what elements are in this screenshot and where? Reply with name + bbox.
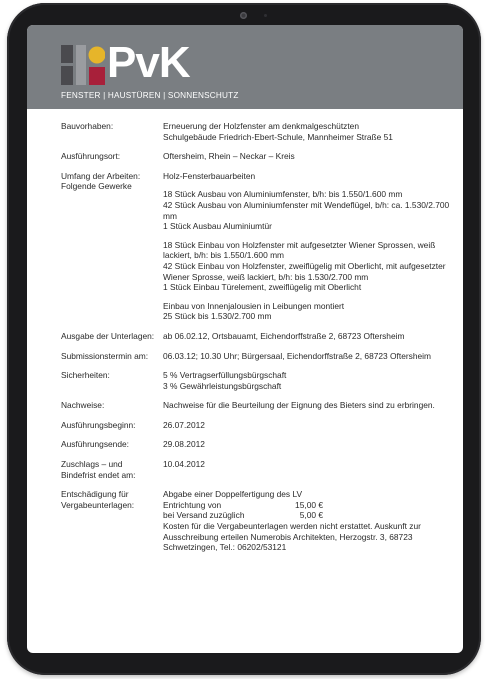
fee-item: bei Versand zuzüglich [163, 510, 245, 521]
value-line: 25 Stück bis 1.530/2.700 mm [163, 311, 272, 322]
camera-icon [240, 12, 247, 19]
document-row [61, 331, 451, 342]
value-line: 42 Stück Ausbau von Aluminiumfenster mit Wendeflügel, b/h: ca. 1.530/2.700 mm [163, 199, 450, 221]
document-row [61, 459, 451, 480]
value-paragraph [163, 331, 451, 342]
value-line: 1 Stück Einbau Türelement, zweiflügelig mit Oberlicht [163, 282, 362, 293]
value-line: Abgabe einer Doppelfertigung des LV [163, 489, 303, 500]
value-line: Nachweise für die Beurteilung der Eignung des Bieters sind zu erbringen. [163, 400, 435, 411]
row-label: Nachweise: [61, 400, 105, 411]
value-line: 3 % Gewährleistungsbürgschaft [163, 380, 282, 391]
row-value [163, 351, 451, 362]
row-value [163, 489, 451, 553]
document-row [61, 400, 451, 411]
value-line: Oftersheim, Rhein – Neckar – Kreis [163, 151, 295, 162]
value-line: 1 Stück Ausbau Aluminiumtür [163, 221, 272, 232]
row-label: Ausführungsort: [61, 151, 121, 162]
row-value [163, 459, 451, 470]
row-label: Ausführungsende: [61, 439, 129, 450]
row-label: Zuschlags – und Bindefrist endet am: [61, 459, 136, 480]
fee-line [163, 500, 323, 511]
value-line: 26.07.2012 [163, 419, 205, 430]
document-row [61, 370, 451, 391]
document-row [61, 420, 451, 431]
value-paragraph [163, 189, 451, 231]
document-row [61, 439, 451, 450]
fee-item: Entrichtung von [163, 499, 222, 510]
value-paragraph [163, 489, 451, 500]
tender-document [61, 121, 451, 562]
row-value [163, 331, 451, 342]
fee-line [163, 510, 323, 521]
value-paragraph [163, 439, 451, 450]
brand-name: PvK [107, 38, 190, 87]
value-paragraph [163, 151, 451, 162]
fee-amount: 5,00 € [299, 510, 323, 521]
document-row [61, 151, 451, 162]
row-value [163, 439, 451, 450]
document-row [61, 489, 451, 553]
value-paragraph [163, 171, 451, 182]
value-paragraph [163, 301, 451, 322]
tablet-screen [27, 25, 463, 653]
value-paragraph [163, 370, 451, 391]
value-line: 5 % Vertragserfüllungsbürgschaft [163, 370, 287, 381]
value-line: 06.03.12; 10.30 Uhr; Bürgersaal, Eichendorffstraße 2, 68723 Oftersheim [163, 350, 431, 361]
fee-amount: 15,00 € [295, 499, 323, 510]
logo-icon [61, 45, 105, 85]
value-paragraph [163, 240, 451, 293]
row-label: Entschädigung für Vergabeunterlagen: [61, 489, 135, 510]
value-line: 29.08.2012 [163, 439, 205, 450]
value-paragraph [163, 459, 451, 470]
document-row [61, 351, 451, 362]
row-value [163, 370, 451, 391]
value-paragraph [163, 400, 451, 411]
brand-header [27, 25, 463, 109]
tablet-frame [7, 3, 481, 675]
brand-tagline: FENSTER | HAUSTÜREN | SONNENSCHUTZ [61, 91, 239, 100]
row-label: Sicherheiten: [61, 370, 110, 381]
row-value [163, 151, 451, 162]
row-value [163, 400, 451, 411]
sensor-dot [264, 14, 267, 17]
value-line: 10.04.2012 [163, 459, 205, 470]
fee-note: Kosten für die Vergabeunterlagen werden nicht erstattet. Auskunft zur Ausschreibung erteilen Numerobis Architekten, Herzogstr. 3, 68723 Schwetzingen, Tel.: 06202/53121 [163, 521, 421, 553]
row-label: Umfang der Arbeiten: Folgende Gewerke [61, 170, 141, 192]
row-label: Ausführungsbeginn: [61, 419, 136, 430]
value-line: Schulgebäude Friedrich-Ebert-Schule, Mannheimer Straße 51 [163, 131, 393, 142]
value-line: 42 Stück Einbau von Holzfenster, zweiflügelig mit Oberlicht, mit aufgesetzter Wiener Sprosse, weiß lackiert, b/h: bis 1.530/2.700 mm [163, 260, 446, 282]
value-paragraph [163, 121, 451, 142]
document-row [61, 171, 451, 322]
value-line: Holz-Fensterbauarbeiten [163, 170, 256, 181]
row-label: Submissionstermin am: [61, 350, 149, 361]
row-value [163, 420, 451, 431]
row-value [163, 121, 451, 142]
value-line: 18 Stück Ausbau von Aluminiumfenster, b/h: bis 1.550/1.600 mm [163, 189, 403, 200]
value-line: 18 Stück Einbau von Holzfenster mit aufgesetzter Wiener Sprossen, weiß lackiert, b/h: bis 1.550/1.600 mm [163, 239, 436, 261]
row-value [163, 171, 451, 322]
value-line: Erneuerung der Holzfenster am denkmalgeschützten [163, 121, 359, 131]
value-line: ab 06.02.12, Ortsbauamt, Eichendorffstraße 2, 68723 Oftersheim [163, 330, 405, 341]
row-label: Bauvorhaben: [61, 121, 114, 131]
value-paragraph [163, 351, 451, 362]
document-row [61, 121, 451, 142]
value-line: Einbau von Innenjalousien in Leibungen montiert [163, 300, 345, 311]
row-label: Ausgabe der Unterlagen: [61, 330, 155, 341]
value-paragraph [163, 420, 451, 431]
